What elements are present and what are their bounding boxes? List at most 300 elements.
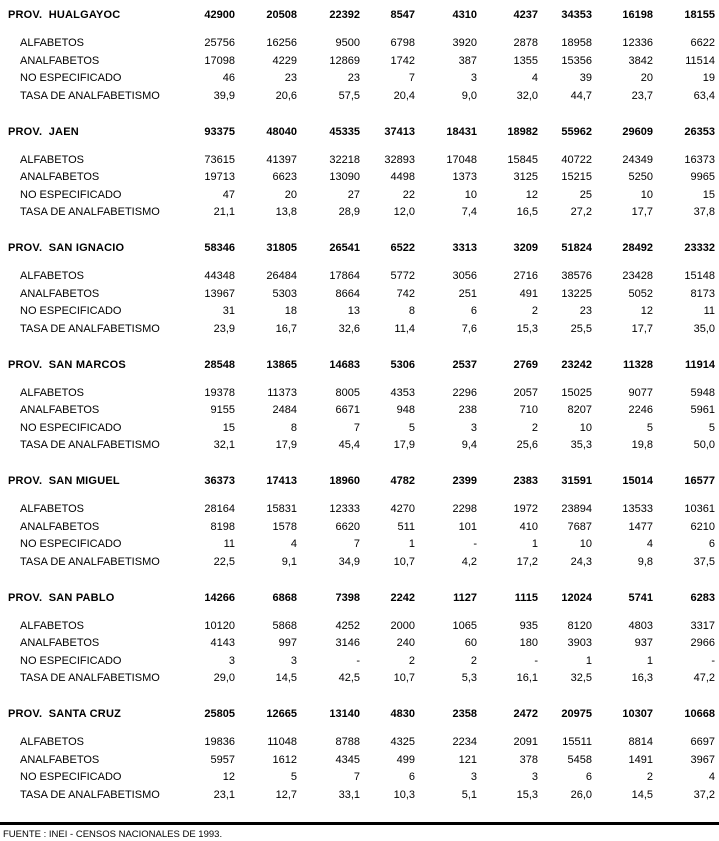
- total-cell: 11914: [685, 358, 715, 371]
- value-cell: 16373: [684, 153, 715, 166]
- value-cell: 15148: [684, 270, 715, 282]
- value-cell: 2298: [452, 503, 477, 515]
- value-cell: 8788: [335, 736, 360, 748]
- total-cell: 4310: [452, 9, 477, 21]
- value-cell: 9,1: [281, 555, 297, 568]
- province-label: PROV. SANTA CRUZ: [8, 708, 122, 720]
- total-cell: 25805: [204, 708, 235, 720]
- value-cell: 5303: [272, 287, 297, 300]
- value-cell: 10: [579, 421, 592, 434]
- value-cell: 2878: [513, 37, 538, 49]
- total-cell: 6283: [690, 591, 715, 604]
- value-cell: 23: [347, 72, 360, 84]
- value-cell: 17,9: [275, 439, 297, 451]
- total-cell: 20975: [561, 708, 592, 720]
- footer: [0, 822, 719, 841]
- value-cell: 12333: [329, 503, 360, 515]
- value-cell: 29,0: [213, 672, 235, 684]
- value-cell: 15845: [507, 153, 538, 166]
- value-cell: 180: [519, 637, 538, 649]
- data-row: [0, 88, 719, 106]
- total-cell: 18960: [329, 475, 360, 487]
- value-cell: 5948: [690, 386, 715, 399]
- value-cell: 14,5: [275, 672, 297, 684]
- value-cell: 12: [525, 188, 538, 201]
- province-block: [0, 123, 719, 222]
- value-cell: 27: [347, 188, 360, 201]
- data-row: [0, 204, 719, 222]
- value-cell: 11514: [685, 54, 715, 67]
- value-cell: 10120: [204, 619, 235, 632]
- data-row: [0, 635, 719, 653]
- total-cell: 13865: [266, 358, 297, 371]
- value-cell: 44348: [204, 270, 235, 282]
- total-cell: 17413: [266, 475, 297, 487]
- value-cell: 3: [470, 72, 477, 84]
- value-cell: 6: [585, 771, 592, 783]
- row-label: NO ESPECIFICADO: [20, 538, 122, 550]
- value-cell: 5961: [690, 404, 715, 416]
- value-cell: 23,9: [213, 322, 235, 335]
- total-cell: 18155: [684, 9, 715, 21]
- value-cell: 2296: [452, 386, 477, 399]
- value-cell: 7: [353, 771, 360, 783]
- value-cell: 23894: [561, 503, 592, 515]
- value-cell: 16256: [266, 37, 297, 49]
- total-cell: 3209: [513, 242, 538, 254]
- total-cell: 18431: [446, 125, 477, 138]
- province-row: [0, 123, 719, 141]
- value-cell: 16,1: [516, 672, 538, 684]
- value-cell: -: [473, 538, 477, 550]
- row-label: ALFABETOS: [20, 619, 84, 632]
- total-cell: 3313: [452, 242, 477, 254]
- value-cell: 10,7: [393, 555, 415, 568]
- province-block: [0, 6, 719, 105]
- row-label: ANALFABETOS: [20, 54, 100, 67]
- row-label: ANALFABETOS: [20, 753, 100, 766]
- value-cell: 25,5: [570, 322, 592, 335]
- value-cell: 34,9: [338, 555, 360, 568]
- total-cell: 23332: [684, 242, 715, 254]
- total-cell: 29609: [622, 125, 653, 138]
- row-label: ANALFABETOS: [20, 404, 100, 416]
- value-cell: 7: [353, 421, 360, 434]
- total-cell: 18982: [507, 125, 538, 138]
- value-cell: 251: [458, 287, 477, 300]
- value-cell: 2234: [452, 736, 477, 748]
- total-cell: 10307: [622, 708, 653, 720]
- value-cell: 499: [396, 753, 415, 766]
- value-cell: 6622: [690, 37, 715, 49]
- row-label: ALFABETOS: [20, 503, 84, 515]
- value-cell: 1477: [628, 520, 653, 533]
- value-cell: 7,6: [461, 322, 477, 335]
- value-cell: 935: [519, 619, 538, 632]
- data-row: [0, 303, 719, 321]
- value-cell: 15,3: [516, 322, 538, 335]
- value-cell: 24,3: [570, 555, 592, 568]
- value-cell: 5250: [628, 171, 653, 183]
- value-cell: 39: [579, 72, 592, 84]
- value-cell: 8173: [690, 287, 715, 300]
- value-cell: 4: [708, 771, 715, 783]
- total-cell: 4830: [390, 708, 415, 720]
- value-cell: 42,5: [338, 672, 360, 684]
- value-cell: 4345: [335, 753, 360, 766]
- value-cell: 15356: [561, 54, 592, 67]
- value-cell: 31: [222, 305, 235, 317]
- value-cell: 5868: [272, 619, 297, 632]
- total-cell: 22392: [329, 9, 360, 21]
- data-row: [0, 420, 719, 438]
- value-cell: -: [356, 654, 360, 667]
- value-cell: 23428: [622, 270, 653, 282]
- value-cell: 1578: [272, 520, 297, 533]
- value-cell: 2246: [628, 404, 653, 416]
- value-cell: 13090: [329, 171, 360, 183]
- data-row: [0, 268, 719, 286]
- value-cell: 13225: [561, 287, 592, 300]
- value-cell: 937: [634, 637, 653, 649]
- data-row: [0, 187, 719, 205]
- value-cell: 17,2: [516, 555, 538, 568]
- value-cell: 1612: [272, 753, 297, 766]
- value-cell: 4270: [390, 503, 415, 515]
- value-cell: 101: [458, 520, 477, 533]
- total-cell: 15014: [622, 475, 653, 487]
- value-cell: 28,9: [338, 206, 360, 218]
- data-row: [0, 618, 719, 636]
- value-cell: 38576: [561, 270, 592, 282]
- province-label: PROV. SAN PABLO: [8, 591, 115, 604]
- value-cell: 12869: [329, 54, 360, 67]
- value-cell: 15: [702, 188, 715, 201]
- row-label: NO ESPECIFICADO: [20, 421, 122, 434]
- value-cell: 32,5: [570, 672, 592, 684]
- total-cell: 2472: [513, 708, 538, 720]
- value-cell: 121: [458, 753, 477, 766]
- value-cell: 4: [646, 538, 653, 550]
- value-cell: 948: [396, 404, 415, 416]
- value-cell: 7: [408, 72, 415, 84]
- province-label: PROV. SAN IGNACIO: [8, 242, 125, 254]
- value-cell: 23: [284, 72, 297, 84]
- value-cell: 9965: [690, 171, 715, 183]
- data-row: [0, 519, 719, 537]
- data-row: [0, 402, 719, 420]
- value-cell: 20: [284, 188, 297, 201]
- value-cell: 37,2: [693, 788, 715, 801]
- total-cell: 2399: [452, 475, 477, 487]
- value-cell: 19836: [204, 736, 235, 748]
- value-cell: 3967: [690, 753, 715, 766]
- value-cell: 10: [579, 538, 592, 550]
- data-row: [0, 286, 719, 304]
- total-cell: 26353: [684, 125, 715, 138]
- value-cell: 19,8: [631, 439, 653, 451]
- total-cell: 8547: [390, 9, 415, 21]
- value-cell: 15215: [561, 171, 592, 183]
- value-cell: 17864: [329, 270, 360, 282]
- row-label: ALFABETOS: [20, 270, 84, 282]
- value-cell: 28164: [204, 503, 235, 515]
- total-cell: 2358: [452, 708, 477, 720]
- value-cell: 9077: [628, 386, 653, 399]
- value-cell: 2: [470, 654, 477, 667]
- total-cell: 6522: [390, 242, 415, 254]
- value-cell: 11: [223, 538, 235, 550]
- value-cell: 23,7: [631, 89, 653, 102]
- total-cell: 1127: [453, 591, 477, 604]
- value-cell: 4803: [628, 619, 653, 632]
- value-cell: 1: [531, 538, 538, 550]
- value-cell: 997: [278, 637, 297, 649]
- value-cell: 41397: [266, 153, 297, 166]
- value-cell: 32893: [384, 153, 415, 166]
- value-cell: 4,2: [461, 555, 477, 568]
- value-cell: 1491: [628, 753, 653, 766]
- total-cell: 31805: [266, 242, 297, 254]
- data-row: [0, 169, 719, 187]
- value-cell: 2: [408, 654, 415, 667]
- value-cell: 15511: [562, 736, 592, 748]
- value-cell: 47,2: [693, 672, 715, 684]
- value-cell: 32,0: [516, 89, 538, 102]
- row-label: NO ESPECIFICADO: [20, 72, 122, 84]
- value-cell: 8207: [567, 404, 592, 416]
- total-cell: 51824: [561, 242, 592, 254]
- value-cell: 10: [640, 188, 653, 201]
- value-cell: 6: [408, 771, 415, 783]
- value-cell: 4: [531, 72, 538, 84]
- total-cell: 2242: [390, 591, 415, 604]
- value-cell: 4229: [272, 54, 297, 67]
- value-cell: 2: [646, 771, 653, 783]
- value-cell: 7687: [567, 520, 592, 533]
- value-cell: 37,8: [693, 206, 715, 218]
- value-cell: 6: [470, 305, 477, 317]
- value-cell: 2: [531, 305, 538, 317]
- value-cell: 387: [458, 54, 477, 67]
- province-row: [0, 6, 719, 24]
- row-label: NO ESPECIFICADO: [20, 188, 122, 201]
- value-cell: 22: [402, 188, 415, 201]
- value-cell: 44,7: [570, 89, 592, 102]
- data-row: [0, 670, 719, 688]
- row-label: TASA DE ANALFABETISMO: [20, 672, 160, 684]
- value-cell: 5: [708, 421, 715, 434]
- value-cell: 12336: [622, 37, 653, 49]
- value-cell: 238: [458, 404, 477, 416]
- total-cell: 12665: [266, 708, 297, 720]
- total-cell: 31591: [561, 475, 592, 487]
- value-cell: 8: [290, 421, 297, 434]
- value-cell: 9155: [210, 404, 235, 416]
- value-cell: 12,0: [393, 206, 415, 218]
- value-cell: 13967: [204, 287, 235, 300]
- province-row: [0, 239, 719, 257]
- value-cell: 3: [531, 771, 538, 783]
- value-cell: 63,4: [693, 89, 715, 102]
- value-cell: 2057: [513, 386, 538, 399]
- data-row: [0, 752, 719, 770]
- data-row: [0, 152, 719, 170]
- province-block: [0, 589, 719, 688]
- value-cell: 27,2: [570, 206, 592, 218]
- value-cell: 3903: [567, 637, 592, 649]
- total-cell: 36373: [204, 475, 235, 487]
- value-cell: 19713: [204, 171, 235, 183]
- value-cell: 12: [222, 771, 235, 783]
- value-cell: 25: [579, 188, 592, 201]
- value-cell: 11,4: [394, 322, 415, 335]
- value-cell: 25,6: [516, 439, 538, 451]
- value-cell: 4325: [390, 736, 415, 748]
- value-cell: 1355: [513, 54, 538, 67]
- value-cell: 20: [640, 72, 653, 84]
- row-label: ANALFABETOS: [20, 637, 100, 649]
- row-label: TASA DE ANALFABETISMO: [20, 439, 160, 451]
- value-cell: 12,7: [275, 788, 297, 801]
- value-cell: 35,0: [693, 322, 715, 335]
- value-cell: 6623: [272, 171, 297, 183]
- total-cell: 5741: [628, 591, 653, 604]
- value-cell: 17048: [446, 153, 477, 166]
- value-cell: 16,3: [631, 672, 653, 684]
- value-cell: 8198: [210, 520, 235, 533]
- value-cell: 2000: [390, 619, 415, 632]
- value-cell: 3125: [513, 171, 538, 183]
- value-cell: 1972: [513, 503, 538, 515]
- value-cell: 3317: [690, 619, 715, 632]
- row-label: ALFABETOS: [20, 37, 84, 49]
- value-cell: 8005: [335, 386, 360, 399]
- value-cell: 5458: [567, 753, 592, 766]
- total-cell: 55962: [561, 125, 592, 138]
- value-cell: 23,1: [213, 788, 235, 801]
- row-label: NO ESPECIFICADO: [20, 305, 122, 317]
- value-cell: 17,7: [631, 322, 653, 335]
- value-cell: 39,9: [213, 89, 235, 102]
- value-cell: 710: [519, 404, 538, 416]
- value-cell: 1742: [390, 54, 415, 67]
- value-cell: 6798: [390, 37, 415, 49]
- value-cell: 13533: [622, 503, 653, 515]
- value-cell: 18958: [561, 37, 592, 49]
- data-row: [0, 70, 719, 88]
- data-row: [0, 53, 719, 71]
- value-cell: 24349: [622, 153, 653, 166]
- province-label: PROV. HUALGAYOC: [8, 9, 121, 21]
- value-cell: 8120: [567, 619, 592, 632]
- total-cell: 34353: [561, 9, 592, 21]
- value-cell: 26,0: [570, 788, 592, 801]
- total-cell: 13140: [329, 708, 360, 720]
- value-cell: 10,7: [393, 672, 415, 684]
- value-cell: 3: [470, 421, 477, 434]
- value-cell: 40722: [561, 153, 592, 166]
- value-cell: 378: [519, 753, 538, 766]
- value-cell: 37,5: [693, 555, 715, 568]
- value-cell: 10361: [684, 503, 715, 515]
- value-cell: 511: [397, 520, 415, 533]
- value-cell: 73615: [204, 153, 235, 166]
- total-cell: 28548: [204, 358, 235, 371]
- value-cell: 2484: [272, 404, 297, 416]
- value-cell: 3: [290, 654, 297, 667]
- value-cell: 3842: [628, 54, 653, 67]
- row-label: ANALFABETOS: [20, 520, 100, 533]
- value-cell: 10,3: [393, 788, 415, 801]
- total-cell: 14266: [204, 591, 235, 604]
- row-label: ANALFABETOS: [20, 287, 100, 300]
- value-cell: 35,3: [570, 439, 592, 451]
- row-label: TASA DE ANALFABETISMO: [20, 788, 160, 801]
- value-cell: 4252: [335, 619, 360, 632]
- value-cell: 17098: [204, 54, 235, 67]
- value-cell: 8664: [335, 287, 360, 300]
- total-cell: 14683: [329, 358, 360, 371]
- value-cell: 12: [640, 305, 653, 317]
- total-cell: 45335: [329, 125, 360, 138]
- value-cell: 5052: [628, 287, 653, 300]
- value-cell: 10: [464, 188, 477, 201]
- value-cell: 33,1: [338, 788, 360, 801]
- data-row: [0, 536, 719, 554]
- province-label: PROV. JAEN: [8, 125, 79, 138]
- province-row: [0, 472, 719, 490]
- value-cell: 46: [222, 72, 235, 84]
- value-cell: 4143: [210, 637, 235, 649]
- value-cell: 2716: [513, 270, 538, 282]
- value-cell: 742: [396, 287, 415, 300]
- province-row: [0, 705, 719, 723]
- province-row: [0, 589, 719, 607]
- total-cell: 4237: [513, 9, 538, 21]
- value-cell: 32,6: [338, 322, 360, 335]
- value-cell: 5: [646, 421, 653, 434]
- value-cell: 5772: [390, 270, 415, 282]
- value-cell: 15,3: [516, 788, 538, 801]
- row-label: TASA DE ANALFABETISMO: [20, 89, 160, 102]
- row-label: NO ESPECIFICADO: [20, 654, 122, 667]
- value-cell: 7,4: [461, 206, 477, 218]
- value-cell: 9,4: [461, 439, 477, 451]
- row-label: ALFABETOS: [20, 153, 84, 166]
- total-cell: 23242: [561, 358, 592, 371]
- value-cell: 11: [703, 305, 715, 317]
- total-cell: 7398: [335, 591, 360, 604]
- total-cell: 1115: [514, 591, 538, 604]
- value-cell: 6: [708, 538, 715, 550]
- row-label: ALFABETOS: [20, 386, 84, 399]
- value-cell: 7: [353, 538, 360, 550]
- value-cell: 1: [408, 538, 415, 550]
- value-cell: 17,9: [393, 439, 415, 451]
- value-cell: 20,6: [275, 89, 297, 102]
- total-cell: 48040: [266, 125, 297, 138]
- value-cell: 15025: [561, 386, 592, 399]
- value-cell: 15: [222, 421, 235, 434]
- value-cell: 8814: [628, 736, 653, 748]
- data-row: [0, 554, 719, 572]
- total-cell: 58346: [204, 242, 235, 254]
- total-cell: 6868: [272, 591, 297, 604]
- value-cell: 60: [464, 637, 477, 649]
- value-cell: 16,5: [516, 206, 538, 218]
- value-cell: 47: [222, 188, 235, 201]
